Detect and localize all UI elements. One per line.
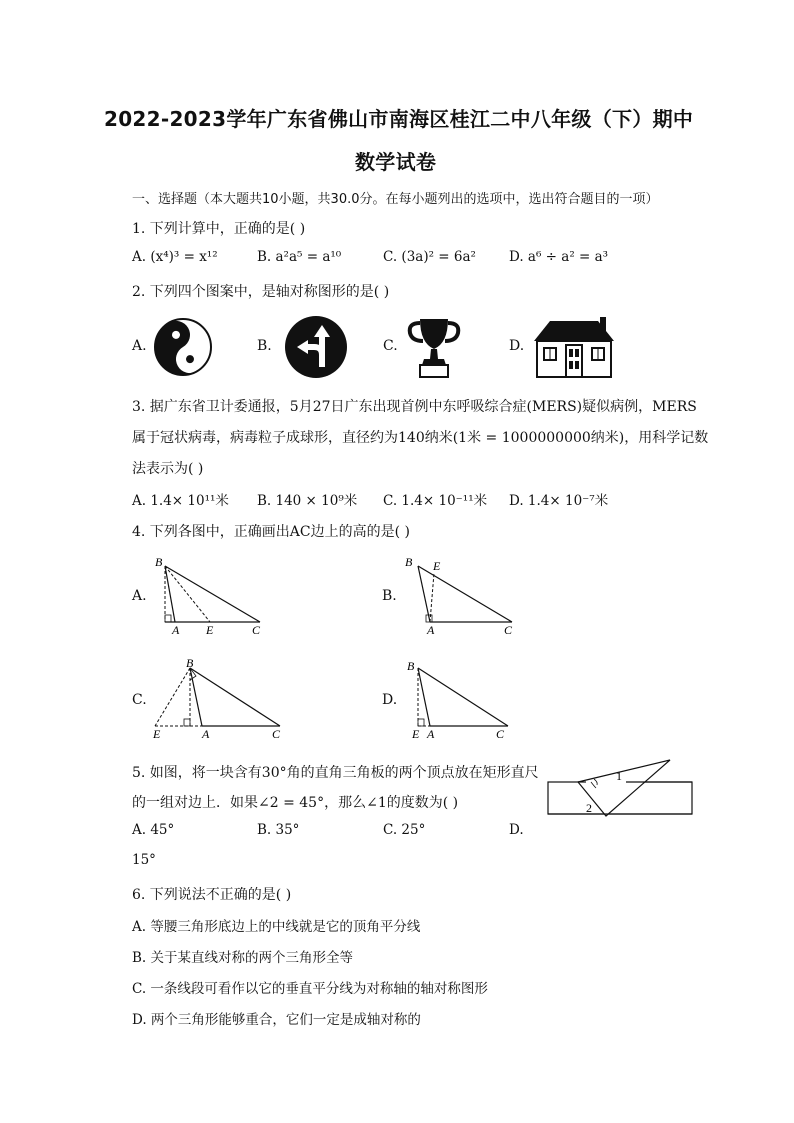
figure-4c-point-a: A — [202, 727, 210, 741]
question-3-option-c: C. 1.4× 10⁻¹¹米 — [383, 493, 488, 509]
figure-4a-point-b: B — [155, 555, 163, 569]
figure-5-angle-2: 2 — [586, 801, 592, 815]
figure-4d-point-a: A — [427, 727, 435, 741]
question-3-option-a: A. 1.4× 10¹¹米 — [132, 493, 229, 509]
figure-4b — [400, 552, 520, 642]
question-3-line-1: 3. 据广东省卫计委通报，5月27日广东出现首例中东呼吸综合症(MERS)疑似病例，MERS — [132, 399, 697, 415]
figure-5-angle-1: 1 — [616, 769, 622, 783]
question-5-option-d: D. — [509, 822, 524, 838]
trophy-icon — [404, 315, 464, 379]
figure-4b-point-e: E — [433, 559, 441, 573]
figure-4a-point-e: E — [206, 623, 214, 637]
question-4-label-b: B. — [382, 588, 397, 604]
question-4-label-c: C. — [132, 692, 147, 708]
figure-4c-point-e: E — [153, 727, 161, 741]
question-4-stem: 4. 下列各图中，正确画出AC边上的高的是( ) — [132, 524, 411, 540]
figure-4c-point-b: B — [186, 656, 194, 670]
question-5-line-1: 5. 如图，将一块含有30°角的直角三角板的两个顶点放在矩形直尺 — [132, 765, 539, 781]
question-5-option-d-value: 15° — [132, 852, 156, 868]
figure-4a-point-a: A — [172, 623, 180, 637]
question-4-label-a: A. — [132, 588, 147, 604]
figure-4c — [150, 656, 290, 746]
question-5-line-2: 的一组对边上．如果∠2 = 45°，那么∠1的度数为( ) — [132, 795, 459, 811]
question-5-option-a: A. 45° — [132, 822, 175, 838]
question-5-option-b: B. 35° — [257, 822, 300, 838]
question-6-option-d: D. 两个三角形能够重合，它们一定是成轴对称的 — [132, 1012, 421, 1028]
figure-4b-point-b: B — [405, 555, 413, 569]
question-2-label-a: A. — [132, 338, 147, 354]
figure-4d-point-e: E — [412, 727, 420, 741]
figure-4a-point-c: C — [252, 623, 261, 637]
figure-5-ruler-triangle — [546, 754, 696, 820]
section-heading: 一、选择题（本大题共10小题，共30.0分。在每小题列出的选项中，选出符合题目的一项） — [132, 192, 659, 207]
figure-4b-point-a: A — [427, 623, 435, 637]
page-subtitle: 数学试卷 — [355, 150, 437, 174]
question-3-line-2: 属于冠状病毒，病毒粒子成球形，直径约为140纳米(1米 = 1000000000纳米)，用科学记数 — [132, 430, 709, 446]
question-6-stem: 6. 下列说法不正确的是( ) — [132, 887, 292, 903]
figure-4d-point-b: B — [407, 659, 415, 673]
question-1-stem: 1. 下列计算中，正确的是( ) — [132, 221, 306, 237]
question-1-option-d: D. a⁶ ÷ a² = a³ — [509, 249, 609, 265]
question-1-option-a: A. (x⁴)³ = x¹² — [132, 249, 218, 265]
question-3-option-b: B. 140 × 10⁹米 — [257, 493, 358, 509]
figure-4a — [150, 552, 270, 642]
turn-arrow-sign-icon — [284, 315, 348, 379]
question-2-stem: 2. 下列四个图案中，是轴对称图形的是( ) — [132, 284, 390, 300]
question-6-option-b: B. 关于某直线对称的两个三角形全等 — [132, 950, 354, 966]
question-2-label-c: C. — [383, 338, 398, 354]
question-4-label-d: D. — [382, 692, 398, 708]
question-5-option-c: C. 25° — [383, 822, 426, 838]
question-3-option-d: D. 1.4× 10⁻⁷米 — [509, 493, 609, 509]
figure-4b-point-c: C — [504, 623, 513, 637]
figure-4d-point-c: C — [496, 727, 505, 741]
yin-yang-icon — [153, 317, 213, 377]
page-title: 2022-2023学年广东省佛山市南海区桂江二中八年级（下）期中 — [104, 107, 694, 131]
question-1-option-b: B. a²a⁵ = a¹⁰ — [257, 249, 342, 265]
question-2-label-b: B. — [257, 338, 272, 354]
question-1-option-c: C. (3a)² = 6a² — [383, 249, 476, 265]
question-2-label-d: D. — [509, 338, 525, 354]
question-6-option-c: C. 一条线段可看作以它的垂直平分线为对称轴的轴对称图形 — [132, 981, 488, 997]
figure-4d — [400, 656, 520, 746]
house-icon — [530, 315, 618, 379]
question-3-line-3: 法表示为( ) — [132, 461, 204, 477]
figure-4c-point-c: C — [272, 727, 281, 741]
question-6-option-a: A. 等腰三角形底边上的中线就是它的顶角平分线 — [132, 919, 421, 935]
